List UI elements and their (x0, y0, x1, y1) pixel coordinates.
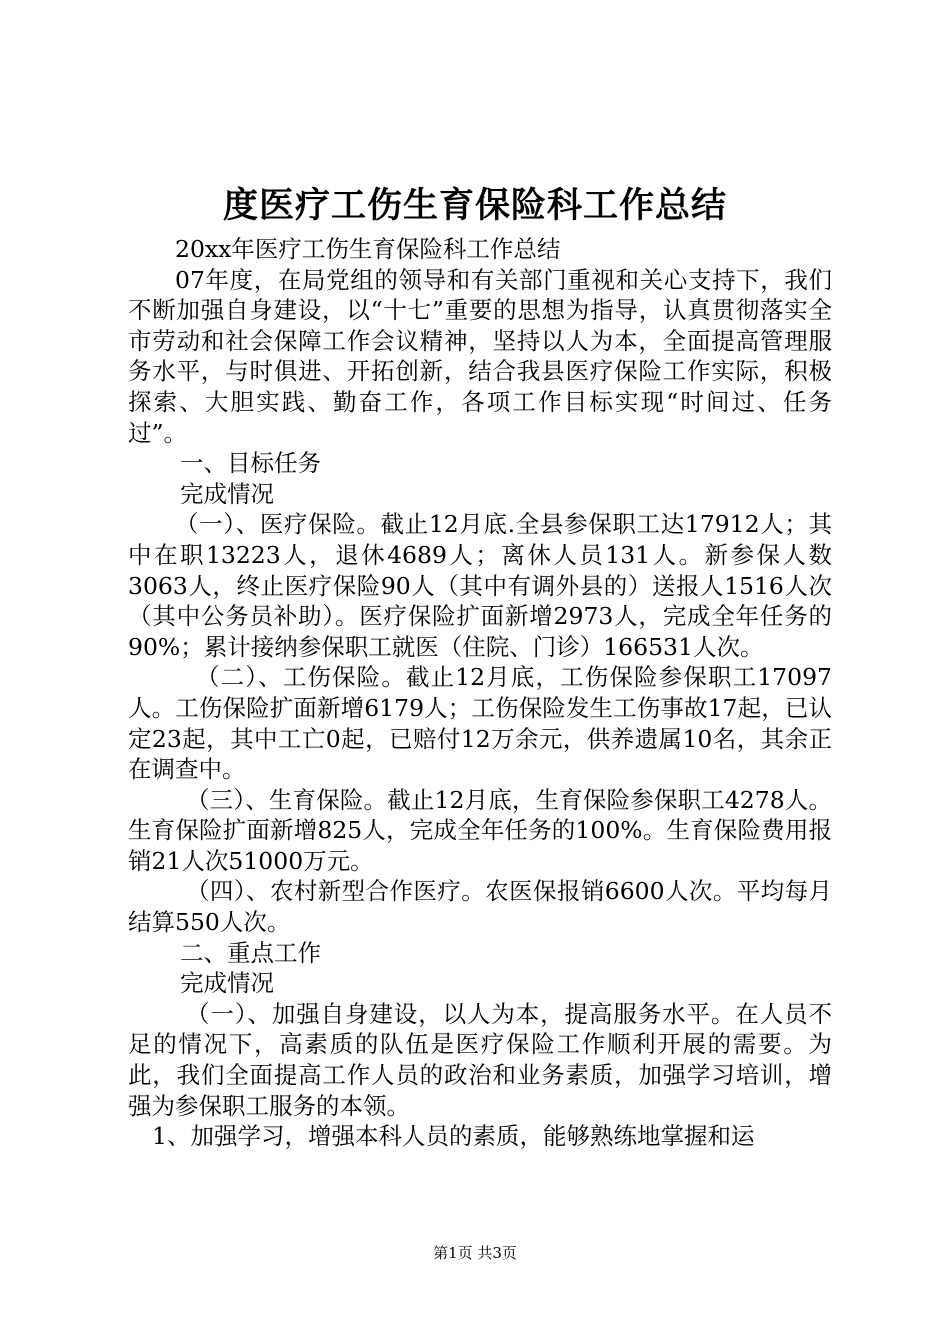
subtitle-paragraph: 20xx年医疗工伤生育保险科工作总结 (175, 235, 561, 263)
document-title: 度医疗工伤生育保险科工作总结 (222, 185, 727, 226)
paragraph-self-construction: （一）、加强自身建设，以人为本，提高服务水平。在人员不足的情况下，高素质的队伍是医疗保险工作顺利开展的需要。为此，我们全面提高工作人员的政治和业务素质，加强学习培训，增强为参保职工服务的本领。 (128, 999, 832, 1120)
section-heading-goals: 一、目标任务 (180, 449, 321, 478)
page-footer: 第1页 共3页 (433, 1244, 517, 1262)
paragraph-injury-insurance: （二）、工伤保险。截止12月底，工伤保险参保职工17097人。工伤保险扩面新增6179人；工伤保险发生工伤事故17起，已认定23起，其中工亡0起，已赔付12万余元，供养遗属10名，其余正在调查中。 (128, 663, 832, 784)
section-subheading-status: 完成情况 (180, 479, 274, 508)
section-heading-key-work: 二、重点工作 (180, 938, 321, 967)
paragraph-learning: 1、加强学习，增强本科人员的素质，能够熟练地掌握和运 (152, 1122, 755, 1151)
paragraph-maternity-insurance: （三）、生育保险。截止12月底，生育保险参保职工4278人。生育保险扩面新增825人，完成全年任务的100%。生育保险费用报销21人次51000万元。 (128, 785, 832, 875)
intro-paragraph: 07年度，在局党组的领导和有关部门重视和关心支持下，我们不断加强自身建设，以“十七”重要的思想为指导，认真贯彻落实全市劳动和社会保障工作会议精神，坚持以人为本，全面提高管理服务水平，与时俱进、开拓创新，结合我县医疗保险工作实际，积极探索、大胆实践、勤奋工作，各项工作目标实现“时间过、任务过”。 (128, 265, 832, 447)
section-subheading-status-2: 完成情况 (180, 969, 274, 998)
paragraph-rural-cooperative-medical: （四）、农村新型合作医疗。农医保报销6600人次。平均每月结算550人次。 (128, 877, 832, 937)
paragraph-medical-insurance: （一）、医疗保险。截止12月底.全县参保职工达17912人；其中在职13223人，退休4689人；离休人员131人。新参保人数3063人，终止医疗保险90人（其中有调外县的）送报人1516人次（其中公务员补助）。医疗保险扩面新增2973人，完成全年任务的90%；累计接纳参保职工就医（住院、门诊）166531人次。 (128, 510, 832, 661)
document-body (128, 234, 832, 1152)
